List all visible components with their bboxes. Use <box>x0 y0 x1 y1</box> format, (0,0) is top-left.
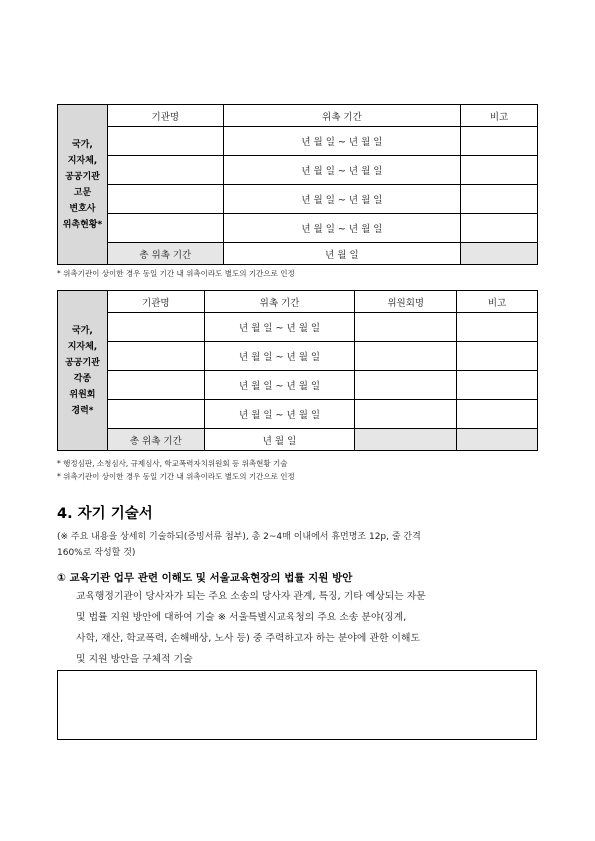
committee-career-table <box>57 290 538 451</box>
period-cell[interactable]: 년 월 일 ~ 년 월 일 <box>223 156 460 185</box>
committee-cell[interactable] <box>355 371 457 400</box>
table-row <box>58 371 538 400</box>
note-cell[interactable] <box>457 400 538 429</box>
period-cell[interactable]: 년 월 일 ~ 년 월 일 <box>204 371 355 400</box>
header-org-name: 기관명 <box>107 291 204 313</box>
header-note: 비고 <box>457 291 538 313</box>
header-committee-name: 위원회명 <box>355 291 457 313</box>
total-label: 총 위촉 기간 <box>107 429 204 451</box>
header-note: 비고 <box>461 105 538 127</box>
total-row <box>58 243 538 265</box>
table2-footnote-1: * 행정심판, 소청심사, 규제심사, 학교폭력자치위원회 등 위촉현황 기술 <box>57 459 288 468</box>
org-cell[interactable] <box>107 185 223 214</box>
note-cell[interactable] <box>457 371 538 400</box>
header-period: 위촉 기간 <box>204 291 355 313</box>
note-cell[interactable] <box>457 313 538 342</box>
header-period: 위촉 기간 <box>223 105 460 127</box>
advisor-appointment-table <box>57 104 538 265</box>
table-row <box>58 127 538 156</box>
org-cell[interactable] <box>107 214 223 243</box>
period-cell[interactable]: 년 월 일 ~ 년 월 일 <box>204 400 355 429</box>
table-row <box>58 185 538 214</box>
table-row <box>58 342 538 371</box>
instruction-text: (※ 주요 내용을 상세히 기술하되(증빙서류 첨부), 총 2~4매 이내에서 휴먼명조 12p, 줄 간격 160%로 작성할 것) <box>57 532 421 558</box>
committee-cell[interactable] <box>355 313 457 342</box>
org-cell[interactable] <box>107 156 223 185</box>
committee-cell[interactable] <box>355 342 457 371</box>
note-cell[interactable] <box>461 214 538 243</box>
table1-footnote: * 위촉기관이 상이한 경우 동일 기간 내 위촉이라도 별도의 기간으로 인정 <box>57 269 295 278</box>
org-cell[interactable] <box>107 371 204 400</box>
total-value[interactable]: 년 월 일 <box>223 243 460 265</box>
total-value[interactable]: 년 월 일 <box>204 429 355 451</box>
item1-body: 교육행정기관이 당사자가 되는 주요 소송의 당사자 관계, 특징, 기타 예상되는 자문 및 법률 지원 방안에 대하여 기술 ※ 서울특별시교육청의 주요 소송 분야(징계, 사학, 재산, 학교폭력, 손해배상, 노사 등) 중 주력하고자 하는 분야에 관한 이해도 및 지원 방안을 구체적 기술 <box>76 591 426 665</box>
committee-cell[interactable] <box>355 400 457 429</box>
table-row <box>58 313 538 342</box>
table2-footnote-2: * 위촉기관이 상이한 경우 동일 기간 내 위촉이라도 별도의 기간으로 인정 <box>57 472 295 481</box>
total-row <box>58 429 538 451</box>
note-cell[interactable] <box>461 156 538 185</box>
answer-input-box[interactable] <box>57 670 537 740</box>
note-cell[interactable] <box>457 342 538 371</box>
item1-title: ① 교육기관 업무 관련 이해도 및 서울교육현장의 법률 지원 방안 <box>57 572 353 584</box>
org-cell[interactable] <box>107 342 204 371</box>
table-row <box>58 400 538 429</box>
table-row <box>58 156 538 185</box>
period-cell[interactable]: 년 월 일 ~ 년 월 일 <box>223 214 460 243</box>
section-title: 4. 자기 기술서 <box>57 506 153 522</box>
header-org-name: 기관명 <box>107 105 223 127</box>
period-cell[interactable]: 년 월 일 ~ 년 월 일 <box>204 342 355 371</box>
period-cell[interactable]: 년 월 일 ~ 년 월 일 <box>223 127 460 156</box>
table2-side-label: 국가, 지자체, 공공기관 각종 위원회 경력* <box>58 291 108 451</box>
note-cell[interactable] <box>461 127 538 156</box>
org-cell[interactable] <box>107 127 223 156</box>
total-note <box>457 429 538 451</box>
org-cell[interactable] <box>107 400 204 429</box>
table-row <box>58 214 538 243</box>
org-cell[interactable] <box>107 313 204 342</box>
total-committee <box>355 429 457 451</box>
table1-side-label: 국가, 지자체, 공공기관 고문 변호사 위촉현황* <box>58 105 108 265</box>
period-cell[interactable]: 년 월 일 ~ 년 월 일 <box>204 313 355 342</box>
total-label: 총 위촉 기간 <box>107 243 223 265</box>
total-note <box>461 243 538 265</box>
note-cell[interactable] <box>461 185 538 214</box>
period-cell[interactable]: 년 월 일 ~ 년 월 일 <box>223 185 460 214</box>
